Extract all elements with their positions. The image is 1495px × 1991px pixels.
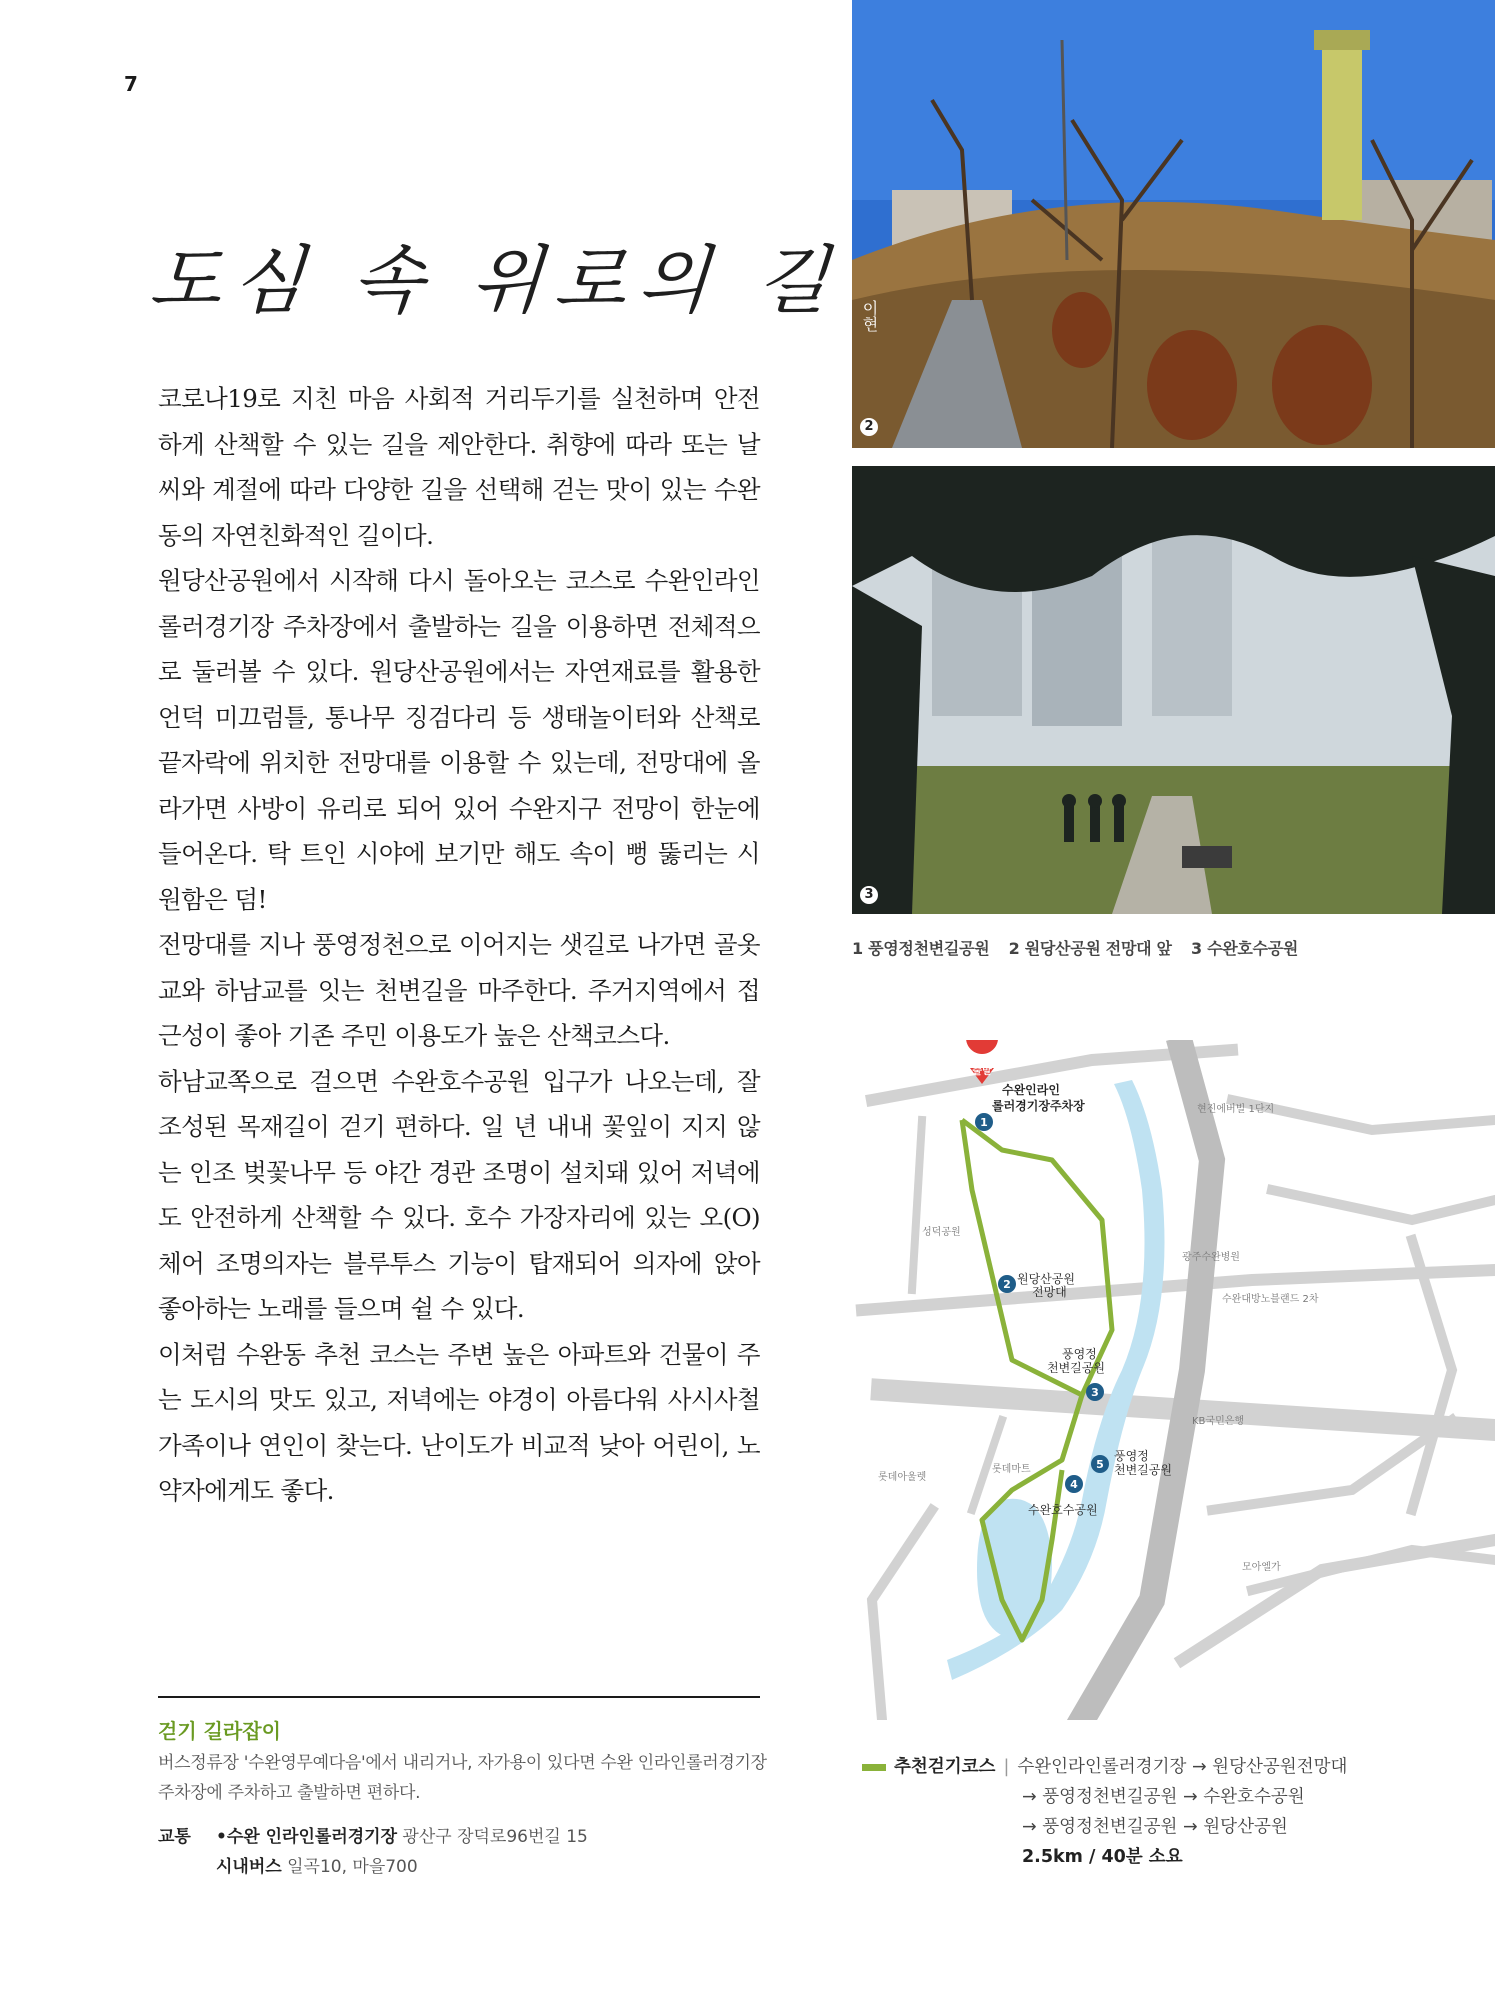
legend-title: 추천걷기코스: [894, 1757, 996, 1777]
guide-body: 버스정류장 '수완영무예다음'에서 내리거나, 자가용이 있다면 수완 인라인롤러경기장 주차장에 주차하고 출발하면 편하다.: [158, 1753, 767, 1803]
legend-route: 수완인라인롤러경기장 → 원당산공원전망대: [1017, 1757, 1348, 1777]
legend-distance: 2.5km / 40분 소요: [1022, 1847, 1183, 1867]
legend-route: → 풍영정천변길공원 → 원당산공원: [1022, 1817, 1288, 1837]
page-number: 7: [124, 72, 138, 96]
caption-item: 2 원당산공원 전망대 앞: [1008, 939, 1172, 958]
map-label: 수완호수공원: [1028, 1503, 1098, 1517]
map-label: 롤러경기장주차장: [992, 1099, 1085, 1113]
bus-routes: 일곡10, 마을700: [287, 1857, 418, 1877]
paragraph: 하남교쪽으로 걸으면 수완호수공원 입구가 나오는데, 잘 조성된 목재길이 걷기 편하다. 일 년 내내 꽃잎이 지지 않는 인조 벚꽃나무 등 야간 경관 조명이 설치돼 있어 저녁에도 안전하게 산책할 수 있다. 호수 가장자리에 있는 오(O)체어 조명의자는 블루투스 기능이 탑재되어 의자에 앉아 좋아하는 노래를 들으며 쉴 수 있다.: [158, 1066, 760, 1323]
photo-number: 3: [860, 886, 878, 904]
map-label: 풍영정: [1062, 1347, 1097, 1361]
bus-label: 시내버스: [216, 1857, 282, 1877]
transport-label: 교통: [158, 1827, 191, 1847]
route-map: [852, 1040, 1495, 1720]
route-legend: 추천걷기코스 | 수완인라인롤러경기장 → 원당산공원전망대 → 풍영정천변길공원 → 수완호수공원 → 풍영정천변길공원 → 원당산공원 2.5km / 40분 소요: [862, 1752, 1347, 1872]
map-label: 천변길공원: [1047, 1361, 1105, 1375]
route-marker: 3: [1091, 1386, 1099, 1399]
divider: [158, 1696, 760, 1698]
paragraph: 이처럼 수완동 추천 코스는 주변 높은 아파트와 건물이 주는 도시의 맛도 있고, 저녁에는 야경이 아름다워 사시사철 가족이나 연인이 찾는다. 난이도가 비교적 낮아 어린이, 노약자에게도 좋다.: [158, 1339, 760, 1505]
map-label: KB국민은행: [1192, 1416, 1245, 1427]
route-marker: 2: [1003, 1278, 1011, 1291]
transport-info: [158, 1822, 588, 1882]
map-label: 원당산공원: [1017, 1272, 1075, 1286]
map-label: 롯데아울렛: [878, 1472, 927, 1483]
paragraph: 원당산공원에서 시작해 다시 돌아오는 코스로 수완인라인롤러경기장 주차장에서 출발하는 길을 이용하면 전체적으로 둘러볼 수 있다. 원당산공원에서는 자연재료를 활용한 언덕 미끄럼틀, 통나무 징검다리 등 생태놀이터와 산책로 끝자락에 위치한 전망대를 이용할 수 있는데, 전망대에 올라가면 사방이 유리로 되어 있어 수완지구 전망이 한눈에 들어온다. 탁 트인 시야에 보기만 해도 속이 뻥 뚫리는 시원함은 덤!: [158, 566, 760, 914]
guide-title: 걷기 길라잡이: [158, 1719, 281, 1743]
map-label: 천변길공원: [1114, 1463, 1172, 1477]
map-label: 수완대방노블랜드 2차: [1222, 1294, 1319, 1305]
photo-credit: 이현: [860, 300, 879, 332]
map-label: 풍영정: [1114, 1449, 1149, 1463]
caption-item: 3 수완호수공원: [1190, 939, 1299, 958]
map-label: 롯데마트: [992, 1464, 1031, 1475]
start-badge: 출발: [972, 1066, 992, 1077]
map-label: 현진에버빌 1단지: [1197, 1104, 1275, 1115]
route-marker: 5: [1096, 1458, 1104, 1471]
article-body: [158, 376, 760, 1514]
photo-number: 2: [860, 418, 878, 436]
place-address: 광산구 장덕로96번길 15: [402, 1827, 588, 1847]
caption-item: 1 풍영정천변길공원: [852, 939, 990, 958]
photo-caption: [852, 936, 1312, 959]
legend-route: → 풍영정천변길공원 → 수완호수공원: [1022, 1787, 1305, 1807]
route-marker: 1: [980, 1116, 988, 1129]
route-marker: 4: [1070, 1478, 1078, 1491]
paragraph: 코로나19로 지친 마음 사회적 거리두기를 실천하며 안전하게 산책할 수 있는 길을 제안한다. 취향에 따라 또는 날씨와 계절에 따라 다양한 길을 선택해 걷는 맛이 있는 수완동의 자연친화적인 길이다.: [158, 384, 760, 550]
place-name: •수완 인라인롤러경기장: [216, 1827, 398, 1847]
paragraph: 전망대를 지나 풍영정천으로 이어지는 샛길로 나가면 골옷교와 하남교를 잇는 천변길을 마주한다. 주거지역에서 접근성이 좋아 기존 주민 이용도가 높은 산책코스다.: [158, 930, 760, 1050]
map-label: 전망대: [1032, 1285, 1067, 1299]
map-label: 광주수완병원: [1182, 1252, 1240, 1263]
page-title: 도심 속 위로의 길: [146, 238, 844, 324]
roads: [862, 1050, 1495, 1720]
route-swatch: [862, 1764, 886, 1771]
photo-lake-park: [852, 466, 1495, 914]
photo-observatory: [852, 0, 1495, 448]
map-label: 모아엘가: [1242, 1562, 1281, 1573]
map-label: 수완인라인: [1002, 1083, 1060, 1097]
map-label: 성덕공원: [922, 1227, 961, 1238]
